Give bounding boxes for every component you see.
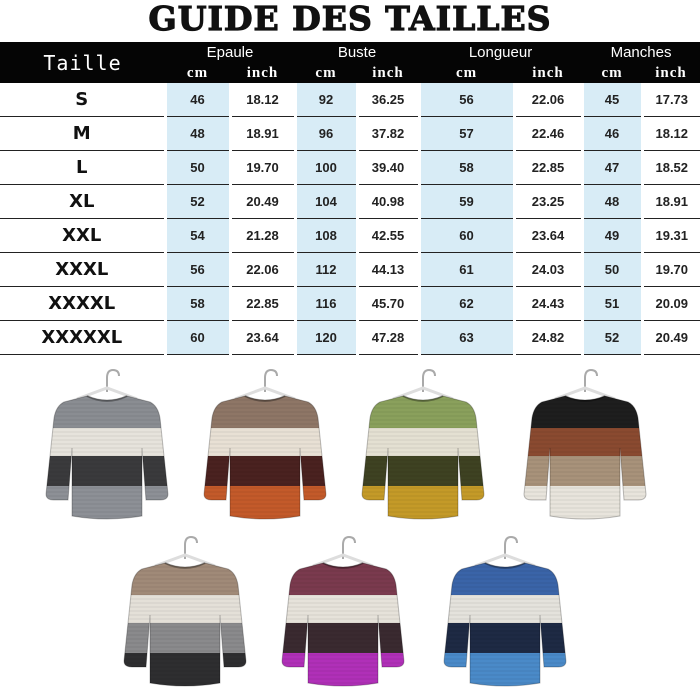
table-row — [0, 287, 700, 321]
unit-cm-header: cm — [165, 63, 230, 83]
inch-value-cell: 18.52 — [642, 151, 700, 185]
inch-value-cell: 24.03 — [514, 253, 582, 287]
cm-value-cell: 104 — [295, 185, 357, 219]
inch-value-cell: 18.91 — [642, 185, 700, 219]
inch-value-cell: 22.06 — [514, 83, 582, 117]
table-row — [0, 83, 700, 117]
table-row — [0, 321, 700, 355]
unit-inch-header: inch — [230, 63, 295, 83]
size-label: XXXXL — [0, 287, 165, 321]
cm-value-cell: 49 — [582, 219, 642, 253]
inch-value-cell: 37.82 — [357, 117, 419, 151]
table-row — [0, 151, 700, 185]
inch-value-cell: 19.70 — [230, 151, 295, 185]
cm-value-cell: 51 — [582, 287, 642, 321]
cm-value-cell: 108 — [295, 219, 357, 253]
size-label: XL — [0, 185, 165, 219]
header-buste: Buste — [295, 42, 419, 63]
cm-value-cell: 54 — [165, 219, 230, 253]
inch-value-cell: 21.28 — [230, 219, 295, 253]
sweater-gallery — [0, 358, 700, 700]
size-label: XXL — [0, 219, 165, 253]
cm-value-cell: 63 — [419, 321, 514, 355]
cm-value-cell: 58 — [419, 151, 514, 185]
cm-value-cell: 58 — [165, 287, 230, 321]
table-row — [0, 253, 700, 287]
size-label: XXXL — [0, 253, 165, 287]
sweater-rust-icon — [200, 366, 330, 531]
inch-value-cell: 23.25 — [514, 185, 582, 219]
unit-inch-header: inch — [357, 63, 419, 83]
sweater-taupe-icon — [120, 533, 250, 698]
inch-value-cell: 20.49 — [642, 321, 700, 355]
inch-value-cell: 23.64 — [514, 219, 582, 253]
cm-value-cell: 48 — [165, 117, 230, 151]
cm-value-cell: 61 — [419, 253, 514, 287]
size-label: M — [0, 117, 165, 151]
inch-value-cell: 19.70 — [642, 253, 700, 287]
inch-value-cell: 20.09 — [642, 287, 700, 321]
cm-value-cell: 47 — [582, 151, 642, 185]
unit-cm-header: cm — [582, 63, 642, 83]
unit-inch-header: inch — [642, 63, 700, 83]
cm-value-cell: 52 — [582, 321, 642, 355]
size-chart-table — [0, 42, 700, 355]
cm-value-cell: 57 — [419, 117, 514, 151]
inch-value-cell: 44.13 — [357, 253, 419, 287]
unit-inch-header: inch — [514, 63, 582, 83]
table-row — [0, 185, 700, 219]
cm-value-cell: 50 — [165, 151, 230, 185]
table-row — [0, 219, 700, 253]
inch-value-cell: 42.55 — [357, 219, 419, 253]
page-title: GUIDE DES TAILLES — [148, 0, 552, 38]
inch-value-cell: 20.49 — [230, 185, 295, 219]
sweater-olive-icon — [358, 366, 488, 531]
cm-value-cell: 52 — [165, 185, 230, 219]
cm-value-cell: 46 — [165, 83, 230, 117]
inch-value-cell: 47.28 — [357, 321, 419, 355]
cm-value-cell: 56 — [165, 253, 230, 287]
inch-value-cell: 19.31 — [642, 219, 700, 253]
inch-value-cell: 45.70 — [357, 287, 419, 321]
inch-value-cell: 22.06 — [230, 253, 295, 287]
sweater-grey-icon — [42, 366, 172, 531]
unit-cm-header: cm — [295, 63, 357, 83]
header-longueur: Longueur — [419, 42, 582, 63]
sweater-black-brown-icon — [520, 366, 650, 531]
cm-value-cell: 92 — [295, 83, 357, 117]
cm-value-cell: 112 — [295, 253, 357, 287]
inch-value-cell: 17.73 — [642, 83, 700, 117]
inch-value-cell: 18.12 — [642, 117, 700, 151]
size-label: L — [0, 151, 165, 185]
cm-value-cell: 59 — [419, 185, 514, 219]
inch-value-cell: 39.40 — [357, 151, 419, 185]
cm-value-cell: 100 — [295, 151, 357, 185]
cm-value-cell: 56 — [419, 83, 514, 117]
table-row — [0, 117, 700, 151]
sweater-blue-icon — [440, 533, 570, 698]
inch-value-cell: 24.43 — [514, 287, 582, 321]
inch-value-cell: 36.25 — [357, 83, 419, 117]
unit-cm-header: cm — [419, 63, 514, 83]
inch-value-cell: 40.98 — [357, 185, 419, 219]
cm-value-cell: 46 — [582, 117, 642, 151]
cm-value-cell: 45 — [582, 83, 642, 117]
inch-value-cell: 18.12 — [230, 83, 295, 117]
cm-value-cell: 60 — [165, 321, 230, 355]
cm-value-cell: 48 — [582, 185, 642, 219]
cm-value-cell: 50 — [582, 253, 642, 287]
inch-value-cell: 22.46 — [514, 117, 582, 151]
cm-value-cell: 116 — [295, 287, 357, 321]
cm-value-cell: 120 — [295, 321, 357, 355]
cm-value-cell: 60 — [419, 219, 514, 253]
size-label: XXXXXL — [0, 321, 165, 355]
size-column-header: Taille — [0, 42, 165, 83]
header-epaule: Epaule — [165, 42, 295, 63]
inch-value-cell: 24.82 — [514, 321, 582, 355]
inch-value-cell: 22.85 — [230, 287, 295, 321]
cm-value-cell: 62 — [419, 287, 514, 321]
inch-value-cell: 22.85 — [514, 151, 582, 185]
sweater-purple-icon — [278, 533, 408, 698]
size-label: S — [0, 83, 165, 117]
inch-value-cell: 18.91 — [230, 117, 295, 151]
inch-value-cell: 23.64 — [230, 321, 295, 355]
cm-value-cell: 96 — [295, 117, 357, 151]
header-manches: Manches — [582, 42, 700, 63]
